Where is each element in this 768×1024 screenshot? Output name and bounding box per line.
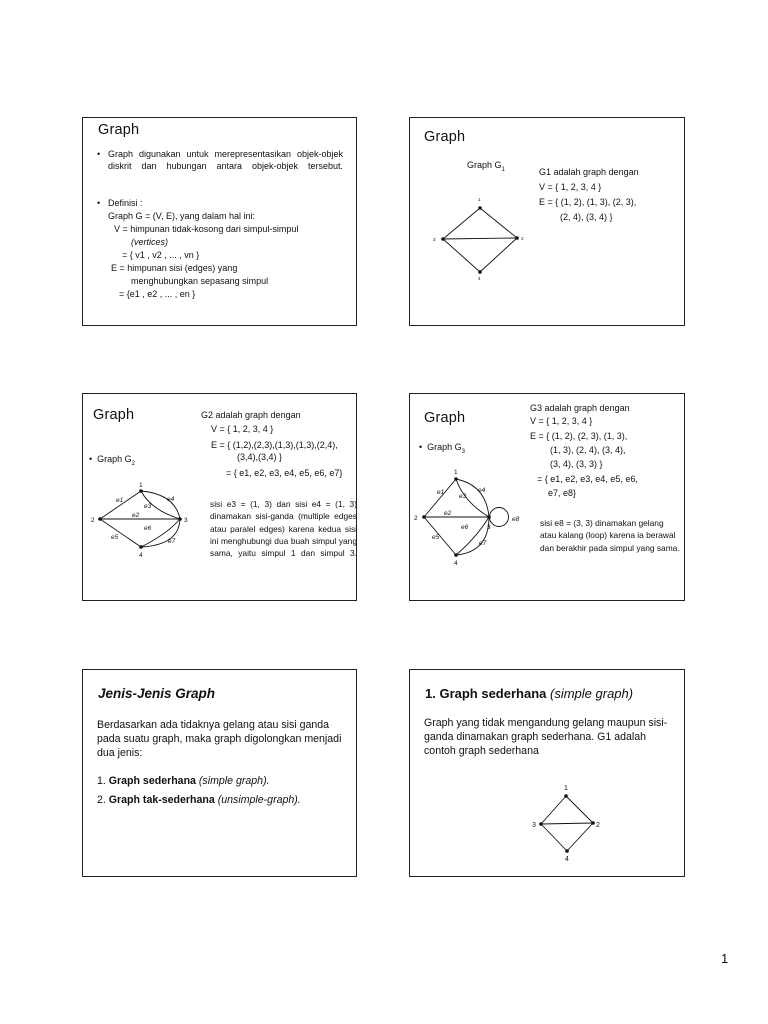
edge-set-cont: (3,4),(3,4) }: [237, 452, 283, 462]
vertex-label-4: 4: [139, 552, 143, 559]
vertex-1: [454, 477, 458, 481]
graph-g3-diagram: [412, 468, 537, 568]
edge-label-e6: e6: [461, 524, 469, 531]
edge-set-definition: E = himpunan sisi (edges) yang: [111, 263, 238, 273]
vertex-3: [487, 515, 491, 519]
list-item-simple-graph: 1. Graph sederhana (simple graph).: [97, 775, 270, 787]
vertex-set: V = { 1, 2, 3, 4 }: [211, 424, 274, 434]
vertex-label-2: 2: [521, 236, 524, 241]
graph-g2-diagram: [91, 482, 196, 562]
edge-label-e4: e4: [167, 496, 175, 503]
edge-label-e8: e8: [512, 516, 520, 523]
bullet-graph-g3: • Graph $G_3$: [419, 442, 466, 455]
slide-graph-definition: [82, 117, 357, 326]
edge-set: E = { (1, 2), (1, 3), (2, 3),: [539, 197, 637, 207]
slide-graph-types: [82, 669, 357, 877]
graph-g1-diagram: [430, 193, 530, 283]
vertex-set: V = { 1, 2, 3, 4 }: [539, 182, 602, 192]
vertex-4: [454, 553, 458, 557]
vertex-4: [139, 545, 143, 549]
graph-label: Graph $G_1$: [467, 160, 505, 173]
slide-title: Jenis-Jenis Graph: [98, 686, 216, 701]
edge-set-named: = { e1, e2, e3, e4, e5, e6, e7}: [226, 468, 343, 478]
bullet-graph-purpose: Graph digunakan untuk merepresentasikan objek-objek diskrit dan hubungan antara objek-objek tersebut.: [108, 149, 343, 171]
vertex-2: [422, 515, 426, 519]
vertex-label-3: 3: [433, 237, 436, 242]
slide-graph-g1: [409, 117, 685, 326]
definition-line: Graph G = (V, E), yang dalam hal ini:: [108, 211, 255, 221]
simple-graph-definition: Graph yang tidak mengandung gelang maupun sisi-ganda dinamakan graph sederhana. G1 adalah contoh graph sederhana: [424, 717, 668, 757]
vertex-1: [478, 206, 482, 210]
vertex-1: [564, 794, 568, 798]
edge-label-e5: e5: [111, 534, 119, 541]
bullet-dot: •: [97, 149, 101, 159]
vertex-4: [478, 270, 482, 274]
edge-set-cont: (1, 3), (2, 4), (3, 4),: [550, 445, 626, 455]
edge-label-e4: e4: [478, 487, 486, 494]
edge-label-e3: e3: [459, 493, 467, 500]
slide-simple-graph: [409, 669, 685, 877]
slide-graph-g3: [409, 393, 685, 601]
vertex-set: V = { 1, 2, 3, 4 }: [530, 416, 593, 426]
edge-set-named-cont: e7, e8}: [548, 488, 577, 498]
edge-set: E = { (1, 2), (2, 3), (1, 3),: [530, 431, 628, 441]
graph-g1-example-diagram: [530, 784, 610, 864]
vertex-label-2: 2: [91, 517, 95, 524]
graph-types-intro: Berdasarkan ada tidaknya gelang atau sisi ganda pada suatu graph, maka graph digolongkan menjadi dua jenis:: [97, 719, 342, 759]
vertex-3: [441, 237, 445, 241]
bullet-graph-g2: • Graph $G_2$: [89, 454, 136, 467]
vertex-3: [539, 822, 543, 826]
list-item-unsimple-graph: 2. Graph tak-sederhana (unsimple-graph).: [97, 794, 301, 806]
edge-label-e5: e5: [432, 534, 440, 541]
edge-set-cont-2: (3, 4), (3, 3) }: [550, 459, 603, 469]
multiple-edges-note: sisi e3 = (1, 3) dan sisi e4 = (1, 3) dinamakan sisi-ganda (multiple edges atau paralel edges) karena kedua sisi ini menghubungi dua buah simpul yang sama, yaitu simpul 1 dan simpul 3.: [210, 499, 357, 559]
edge-set: E = { (1,2),(2,3),(1,3),(1,3),(2,4),: [211, 440, 338, 450]
slide-title: 1. Graph sederhana (simple graph): [425, 686, 634, 701]
vertex-3: [178, 517, 182, 521]
vertex-1: [139, 489, 143, 493]
vertex-2: [98, 517, 102, 521]
edge-set: = {e1 , e2 , ... , en }: [119, 289, 196, 299]
vertex-set-definition: V = himpunan tidak-kosong dari simpul-simpul: [114, 224, 299, 234]
slide-title: Graph: [98, 122, 140, 138]
vertex-label-4: 4: [454, 560, 458, 567]
vertex-label-3: 3: [184, 517, 188, 524]
graph-description-heading: G1 adalah graph dengan: [539, 167, 639, 177]
edge-label-e7: e7: [479, 540, 487, 547]
vertex-label-1: 1: [139, 482, 143, 489]
vertex-label-1: 1: [478, 197, 481, 202]
loop-note: sisi e8 = (3, 3) dinamakan gelang atau kalang (loop) karena ia berawal dan berakhir pada simpul yang sama.: [540, 518, 680, 553]
edge-set-definition-cont: menghubungkan sepasang simpul: [131, 276, 269, 286]
vertex-2: [515, 236, 519, 240]
vertex-label-3: 3: [532, 822, 536, 829]
edge-label-e2: e2: [132, 512, 140, 519]
definition-heading: Definisi :: [108, 198, 143, 208]
vertex-label-4: 4: [565, 856, 569, 863]
slide-title: Graph: [424, 410, 466, 426]
vertex-label-4: 4: [478, 276, 481, 281]
edge-label-e1: e1: [116, 497, 124, 504]
vertex-2: [591, 821, 595, 825]
edge-label-e3: e3: [144, 503, 152, 510]
slide-title: Graph: [93, 407, 135, 423]
vertex-label-3: 3: [487, 524, 491, 531]
graph-description-heading: G3 adalah graph dengan: [530, 403, 630, 413]
bullet-dot: •: [97, 198, 101, 208]
vertex-set: = { v1 , v2 , ... , vn }: [122, 250, 200, 260]
vertex-label-2: 2: [596, 822, 600, 829]
edge-label-e7: e7: [168, 538, 176, 545]
slide-title: Graph: [424, 129, 466, 145]
vertex-label-1: 1: [454, 469, 458, 476]
vertex-term: (vertices): [131, 237, 169, 247]
vertex-4: [565, 849, 569, 853]
edge-set-cont: (2, 4), (3, 4) }: [560, 212, 613, 222]
graph-description-heading: G2 adalah graph dengan: [201, 410, 301, 420]
edge-label-e2: e2: [444, 510, 452, 517]
edge-label-e6: e6: [144, 525, 152, 532]
vertex-label-2: 2: [414, 515, 418, 522]
edge-set-named: = { e1, e2, e3, e4, e5, e6,: [537, 474, 638, 484]
slide-graph-g2: [82, 393, 357, 601]
vertex-label-1: 1: [564, 785, 568, 792]
page-number: 1: [721, 951, 729, 966]
edge-label-e1: e1: [437, 489, 445, 496]
